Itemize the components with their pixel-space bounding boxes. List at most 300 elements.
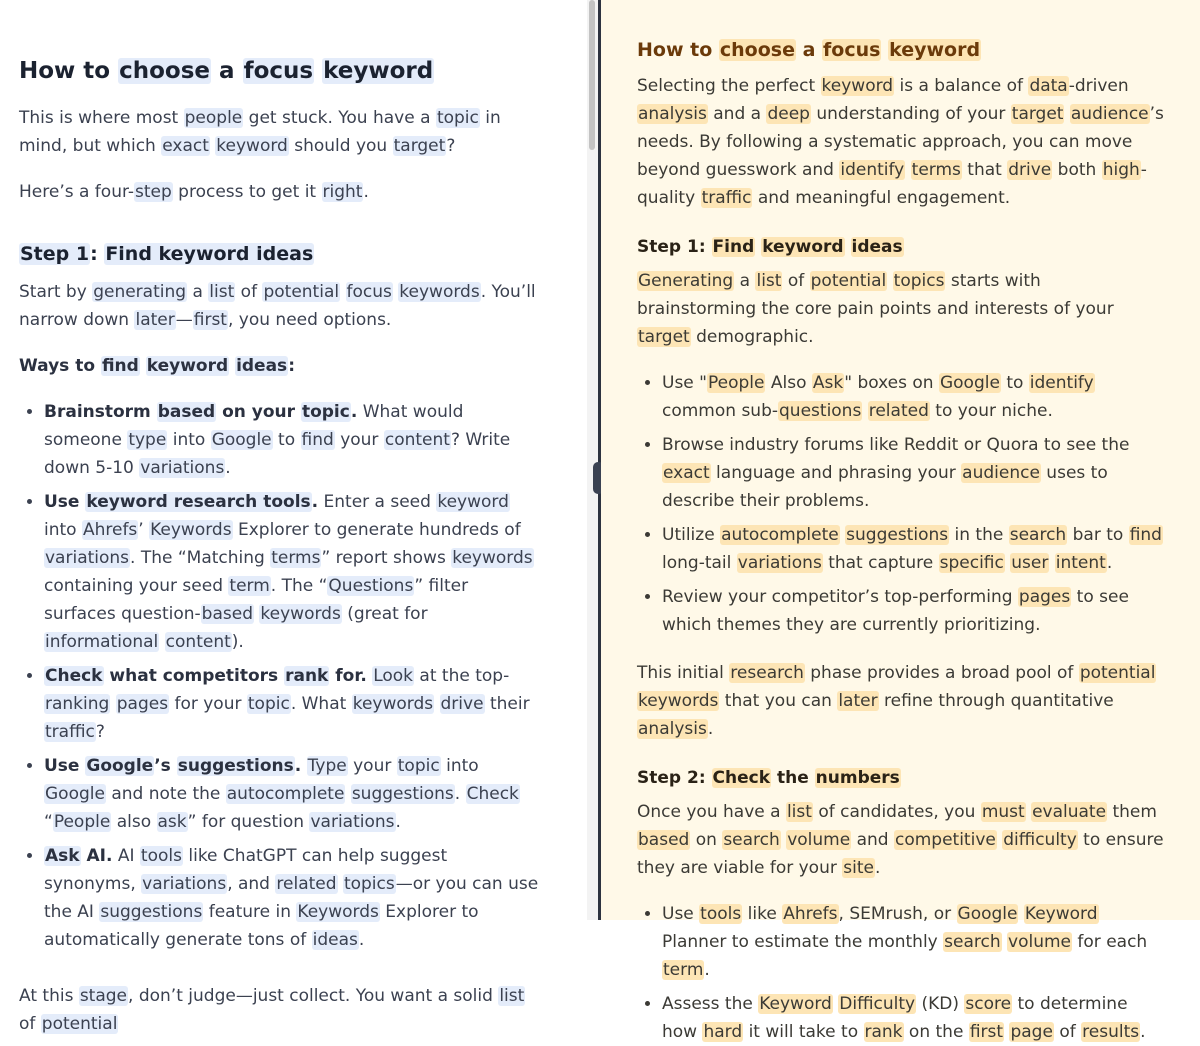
- page-title-rewritten: [637, 36, 1164, 64]
- highlighted-word: keyword: [216, 136, 288, 156]
- text-segment: .: [395, 812, 401, 832]
- text-segment: [159, 632, 164, 652]
- intro-paragraph: [19, 104, 543, 160]
- highlighted-word: variations: [737, 553, 822, 573]
- text-segment: at the top-: [414, 666, 510, 686]
- text-segment: Browse industry forums like Reddit or Quora to see the: [662, 435, 1130, 455]
- highlighted-word: analysis: [638, 104, 707, 124]
- highlighted-word: hard: [703, 1022, 743, 1042]
- text-segment: Ways to: [19, 356, 101, 376]
- highlighted-word: keywords: [638, 691, 719, 711]
- highlighted-word: focus: [243, 58, 314, 84]
- highlighted-word: based: [201, 604, 253, 624]
- highlighted-word: tools: [700, 904, 742, 924]
- highlighted-word: exact: [162, 136, 209, 156]
- highlighted-word: Check: [466, 784, 519, 804]
- highlighted-word: Keyword: [759, 994, 832, 1014]
- left-scrollbar[interactable]: [587, 0, 598, 920]
- text-segment: Brainstorm: [44, 402, 157, 422]
- text-segment: them: [1107, 802, 1157, 822]
- text-segment: of: [782, 271, 810, 291]
- text-segment: [887, 271, 892, 291]
- text-segment: . You’ll narrow down: [19, 282, 536, 330]
- step1-list: [637, 369, 1164, 639]
- highlighted-word: identify: [840, 160, 905, 180]
- text-segment: .: [311, 492, 319, 512]
- text-segment: to: [272, 430, 301, 450]
- text-segment: to see which themes they are currently prioritizing.: [662, 587, 1129, 635]
- highlighted-word: Keywords: [150, 520, 232, 540]
- text-segment: [905, 160, 910, 180]
- highlighted-word: topic: [247, 694, 290, 714]
- highlighted-word: list: [786, 802, 812, 822]
- text-segment: understanding of your: [810, 104, 1011, 124]
- highlighted-word: volume: [787, 830, 851, 850]
- text-segment: [340, 282, 345, 302]
- highlighted-word: content: [165, 632, 231, 652]
- highlighted-word: ideas: [236, 356, 288, 376]
- highlighted-word: evaluate: [1032, 802, 1107, 822]
- text-segment: [862, 401, 867, 421]
- text-segment: ” filter surfaces question-: [44, 576, 469, 624]
- text-segment: .: [704, 960, 710, 980]
- highlighted-word: page: [1010, 1022, 1053, 1042]
- highlighted-word: search: [1009, 525, 1067, 545]
- text-segment: demographic.: [690, 327, 814, 347]
- text-segment: “: [44, 812, 53, 832]
- highlighted-word: focus: [823, 39, 881, 61]
- highlighted-word: keyword: [821, 76, 894, 96]
- highlighted-word: keyword research tools: [86, 492, 311, 512]
- highlighted-word: Check: [712, 768, 771, 788]
- highlighted-word: topic: [436, 108, 479, 128]
- highlighted-word: keywords: [352, 694, 434, 714]
- text-segment: that capture: [822, 553, 939, 573]
- text-segment: .: [874, 858, 881, 878]
- highlighted-word: later: [838, 691, 878, 711]
- text-segment: into: [440, 756, 479, 776]
- text-segment: .: [1140, 1022, 1146, 1042]
- text-segment: a: [795, 39, 823, 61]
- list-item: [44, 398, 543, 482]
- text-segment: of: [19, 1014, 41, 1034]
- text-segment: Use: [44, 756, 86, 776]
- text-segment: AI: [112, 846, 140, 866]
- highlighted-word: Google: [957, 904, 1018, 924]
- step1-paragraph: [19, 278, 543, 334]
- highlighted-word: Ahrefs: [783, 904, 838, 924]
- text-segment: , and: [227, 874, 276, 894]
- text-segment: on the: [903, 1022, 969, 1042]
- highlighted-word: variations: [45, 548, 130, 568]
- highlighted-word: search: [944, 932, 1001, 952]
- text-segment: Also: [765, 373, 812, 393]
- highlighted-word: numbers: [815, 768, 900, 788]
- text-segment: for.: [329, 666, 367, 686]
- highlighted-word: autocomplete: [721, 525, 839, 545]
- text-segment: Explorer to generate hundreds of: [232, 520, 521, 540]
- highlighted-word: based: [638, 830, 690, 850]
- highlighted-word: intent: [1055, 553, 1106, 573]
- highlighted-word: ideas: [851, 237, 903, 257]
- ideas-list: [19, 398, 543, 954]
- text-segment: ? Write down 5-10: [44, 430, 511, 478]
- highlighted-word: target: [638, 327, 690, 347]
- text-segment: long-tail: [662, 553, 737, 573]
- highlighted-word: ask: [157, 812, 187, 832]
- text-segment: [140, 356, 146, 376]
- highlighted-word: keyword: [889, 39, 981, 61]
- highlighted-word: variations: [142, 874, 227, 894]
- text-segment: their: [484, 694, 530, 714]
- text-segment: Step 1:: [637, 237, 712, 257]
- text-segment: What would someone: [44, 402, 464, 450]
- text-segment: .: [1106, 553, 1113, 573]
- text-segment: [434, 694, 439, 714]
- text-segment: into: [167, 430, 211, 450]
- step1-paragraph-rewritten: [637, 267, 1164, 351]
- text-segment: starts with brainstorming the core pain points and interests of your: [637, 271, 1114, 319]
- highlighted-word: research: [730, 663, 804, 683]
- text-segment: [301, 756, 306, 776]
- highlighted-word: term: [229, 576, 270, 596]
- highlighted-word: keywords: [452, 548, 533, 568]
- text-segment: -driven: [1068, 76, 1129, 96]
- text-segment: This is where most: [19, 108, 184, 128]
- text-segment: both: [1052, 160, 1102, 180]
- highlighted-word: first: [193, 310, 227, 330]
- step2-paragraph-rewritten: [637, 798, 1164, 882]
- text-segment: :: [288, 356, 295, 376]
- list-item: [44, 752, 543, 836]
- text-segment: Enter a seed: [318, 492, 437, 512]
- text-segment: ).: [231, 632, 244, 652]
- highlighted-word: suggestions: [177, 756, 294, 776]
- list-item: [44, 662, 543, 746]
- text-segment: to ensure they are viable for your: [637, 830, 1164, 878]
- highlighted-word: topic: [301, 402, 350, 422]
- highlighted-word: People: [53, 812, 111, 832]
- text-segment: like: [742, 904, 783, 924]
- text-segment: and meaningful engagement.: [752, 188, 1011, 208]
- text-segment: for your: [169, 694, 247, 714]
- highlighted-word: specific: [939, 553, 1004, 573]
- text-segment: Selecting the perfect: [637, 76, 821, 96]
- list-item: [662, 583, 1164, 639]
- list-item: [44, 842, 543, 954]
- highlighted-word: Keywords: [297, 902, 379, 922]
- highlighted-word: exact: [663, 463, 710, 483]
- text-segment: [110, 694, 115, 714]
- left-scrollbar-thumb[interactable]: [589, 0, 595, 150]
- text-segment: feature in: [203, 902, 297, 922]
- text-segment: —: [175, 310, 193, 330]
- highlighted-word: content: [384, 430, 450, 450]
- text-segment: Step 2:: [637, 768, 712, 788]
- text-segment: Here’s a four-: [19, 182, 134, 202]
- highlighted-word: tools: [140, 846, 182, 866]
- list-item: [662, 431, 1164, 515]
- highlighted-word: topic: [397, 756, 440, 776]
- text-segment: of: [1053, 1022, 1082, 1042]
- text-segment: like ChatGPT can help suggest synonyms,: [44, 846, 448, 894]
- text-segment: on your: [216, 402, 301, 422]
- highlighted-word: list: [756, 271, 782, 291]
- highlighted-word: list: [209, 282, 235, 302]
- text-segment: the: [771, 768, 815, 788]
- text-segment: a: [211, 58, 243, 84]
- text-segment: . The “: [270, 576, 328, 596]
- text-segment: AI.: [80, 846, 113, 866]
- text-segment: -quality: [637, 160, 1147, 208]
- highlighted-word: Generating: [638, 271, 734, 291]
- highlighted-word: variations: [140, 458, 225, 478]
- text-segment: into: [44, 520, 82, 540]
- highlighted-word: terms: [271, 548, 321, 568]
- ways-heading: [19, 352, 543, 380]
- text-segment: Use ": [662, 373, 707, 393]
- highlighted-word: score: [965, 994, 1012, 1014]
- highlighted-word: Step 1: [20, 243, 90, 265]
- step2-list: [637, 900, 1164, 1046]
- text-segment: Planner to estimate the monthly: [662, 932, 944, 952]
- step2-heading-rewritten: [637, 764, 1164, 792]
- highlighted-word: Keyword: [1024, 904, 1098, 924]
- text-segment: on: [690, 830, 723, 850]
- text-segment: phase provides a broad pool of: [804, 663, 1079, 683]
- highlighted-word: generating: [93, 282, 187, 302]
- text-segment: in the: [949, 525, 1009, 545]
- text-segment: containing your seed: [44, 576, 229, 596]
- text-segment: your: [334, 430, 384, 450]
- highlighted-word: list: [499, 986, 525, 1006]
- highlighted-word: keyword: [323, 58, 434, 84]
- text-segment: At this: [19, 986, 79, 1006]
- highlighted-word: questions: [779, 401, 862, 421]
- highlighted-word: potential: [41, 1014, 118, 1034]
- list-item: [662, 521, 1164, 577]
- text-segment: also: [111, 812, 157, 832]
- highlighted-word: analysis: [638, 719, 707, 739]
- page-title: [19, 55, 543, 87]
- highlighted-word: traffic: [45, 722, 95, 742]
- highlighted-word: site: [843, 858, 874, 878]
- text-segment: How to: [19, 58, 119, 84]
- highlighted-word: related: [868, 401, 929, 421]
- text-segment: is a balance of: [894, 76, 1029, 96]
- text-segment: ’s: [154, 756, 177, 776]
- original-article-pane[interactable]: [0, 0, 587, 1034]
- highlighted-word: competitive: [894, 830, 996, 850]
- highlighted-word: data: [1029, 76, 1068, 96]
- highlighted-word: suggestions: [846, 525, 949, 545]
- text-segment: , you need options.: [227, 310, 392, 330]
- highlighted-word: ranking: [45, 694, 110, 714]
- text-segment: —or you can use the AI: [44, 874, 539, 922]
- highlighted-word: high: [1102, 160, 1140, 180]
- highlighted-word: rank: [285, 666, 329, 686]
- highlighted-word: informational: [45, 632, 159, 652]
- highlighted-word: deep: [767, 104, 810, 124]
- text-segment: .: [454, 784, 466, 804]
- list-item: [44, 488, 543, 656]
- text-segment: Assess the: [662, 994, 759, 1014]
- highlighted-word: Ask: [45, 846, 80, 866]
- text-segment: Start by: [19, 282, 93, 302]
- text-segment: .: [225, 458, 231, 478]
- text-segment: :: [90, 243, 105, 265]
- highlighted-word: keyword: [437, 492, 509, 512]
- text-segment: ” report shows: [321, 548, 452, 568]
- text-segment: Once you have a: [637, 802, 786, 822]
- highlighted-word: audience: [962, 463, 1040, 483]
- text-segment: Use: [44, 492, 86, 512]
- highlighted-word: choose: [719, 39, 795, 61]
- text-segment: and note the: [105, 784, 226, 804]
- highlighted-word: keywords: [260, 604, 341, 624]
- text-segment: This initial: [637, 663, 730, 683]
- text-segment: a: [187, 282, 209, 302]
- text-segment: Review your competitor’s top-performing: [662, 587, 1018, 607]
- text-segment: How to: [637, 39, 719, 61]
- text-segment: .: [350, 402, 358, 422]
- highlighted-word: drive: [1008, 160, 1052, 180]
- highlighted-word: keywords: [399, 282, 480, 302]
- text-segment: .: [294, 756, 302, 776]
- text-segment: of: [235, 282, 263, 302]
- text-segment: what competitors: [103, 666, 285, 686]
- highlighted-word: focus: [346, 282, 392, 302]
- highlighted-word: Ahrefs: [82, 520, 138, 540]
- highlighted-word: suggestions: [100, 902, 203, 922]
- highlighted-word: right: [322, 182, 363, 202]
- text-segment: uses to describe their problems.: [662, 463, 1108, 511]
- text-segment: process to get it: [172, 182, 322, 202]
- highlighted-word: must: [981, 802, 1025, 822]
- text-segment: your: [347, 756, 397, 776]
- text-segment: in mind, but which: [19, 108, 501, 156]
- highlighted-word: Find keyword ideas: [105, 243, 314, 265]
- highlighted-word: find: [1129, 525, 1162, 545]
- highlighted-word: volume: [1008, 932, 1072, 952]
- text-segment: .: [707, 719, 714, 739]
- highlighted-word: target: [393, 136, 446, 156]
- text-segment: Explorer to automatically generate tons of: [44, 902, 479, 950]
- highlighted-word: traffic: [701, 188, 752, 208]
- text-segment: Use: [662, 904, 700, 924]
- highlighted-word: Google: [86, 756, 154, 776]
- highlighted-word: People: [707, 373, 765, 393]
- highlighted-word: topics: [893, 271, 945, 291]
- process-paragraph: [19, 178, 543, 206]
- highlighted-word: first: [969, 1022, 1004, 1042]
- text-segment: ’: [138, 520, 150, 540]
- text-segment: (great for: [341, 604, 428, 624]
- text-segment: to determine how: [662, 994, 1128, 1042]
- highlighted-word: related: [276, 874, 337, 894]
- text-segment: get stuck. You have a: [243, 108, 436, 128]
- highlighted-word: drive: [440, 694, 484, 714]
- highlighted-word: potential: [1079, 663, 1156, 683]
- text-segment: to: [1000, 373, 1029, 393]
- highlighted-word: Google: [45, 784, 105, 804]
- closing-paragraph: [19, 982, 543, 1038]
- highlighted-word: suggestions: [351, 784, 454, 804]
- highlighted-word: rank: [864, 1022, 903, 1042]
- highlighted-word: Look: [373, 666, 414, 686]
- text-segment: " boxes on: [844, 373, 939, 393]
- highlighted-word: audience: [1070, 104, 1149, 124]
- text-segment: [1049, 553, 1054, 573]
- highlighted-word: variations: [310, 812, 395, 832]
- highlighted-word: results: [1082, 1022, 1140, 1042]
- text-segment: .: [358, 930, 365, 950]
- highlighted-word: Find: [712, 237, 755, 257]
- list-item: [662, 990, 1164, 1046]
- text-segment: Utilize: [662, 525, 721, 545]
- highlighted-word: topics: [343, 874, 395, 894]
- step1-closing-rewritten: [637, 659, 1164, 743]
- text-segment: . The “Matching: [130, 548, 271, 568]
- highlighted-word: Google: [211, 430, 272, 450]
- highlighted-word: ideas: [312, 930, 358, 950]
- highlighted-word: terms: [911, 160, 961, 180]
- text-segment: that you can: [719, 691, 838, 711]
- highlighted-word: Ask: [812, 373, 844, 393]
- highlighted-word: find: [101, 356, 139, 376]
- step1-heading: [19, 240, 543, 268]
- step1-heading-rewritten: [637, 233, 1164, 261]
- highlighted-word: step: [135, 182, 172, 202]
- text-segment: refine through quantitative: [878, 691, 1114, 711]
- text-segment: . What: [290, 694, 352, 714]
- highlighted-word: search: [723, 830, 780, 850]
- text-segment: ?: [95, 722, 105, 742]
- text-segment: ?: [446, 136, 456, 156]
- text-segment: and a: [707, 104, 767, 124]
- highlighted-word: find: [301, 430, 334, 450]
- text-segment: [314, 58, 322, 84]
- text-segment: .: [363, 182, 369, 202]
- list-item: [662, 369, 1164, 425]
- highlighted-word: people: [184, 108, 243, 128]
- text-segment: language and phrasing your: [710, 463, 962, 483]
- text-segment: a: [734, 271, 756, 291]
- highlighted-word: target: [1011, 104, 1064, 124]
- text-segment: , don’t judge—just collect. You want a solid: [128, 986, 499, 1006]
- list-item: [662, 900, 1164, 984]
- highlighted-word: potential: [810, 271, 887, 291]
- text-segment: bar to: [1067, 525, 1129, 545]
- highlighted-word: term: [663, 960, 704, 980]
- highlighted-word: choose: [119, 58, 211, 84]
- text-segment: should you: [288, 136, 393, 156]
- highlighted-word: pages: [116, 694, 169, 714]
- highlighted-word: Type: [307, 756, 347, 776]
- text-segment: , SEMrush, or: [838, 904, 957, 924]
- highlighted-word: pages: [1018, 587, 1071, 607]
- highlighted-word: Difficulty: [839, 994, 916, 1014]
- intro-paragraph-rewritten: [637, 72, 1164, 212]
- text-segment: common sub-: [662, 401, 779, 421]
- text-segment: to your niche.: [929, 401, 1053, 421]
- highlighted-word: potential: [263, 282, 340, 302]
- text-segment: (KD): [916, 994, 965, 1014]
- text-segment: ’s needs. By following a systematic approach, you can move beyond guesswork and: [637, 104, 1164, 180]
- rewritten-article-pane[interactable]: [601, 0, 1200, 1042]
- text-segment: it will take to: [743, 1022, 864, 1042]
- highlighted-word: keyword: [762, 237, 844, 257]
